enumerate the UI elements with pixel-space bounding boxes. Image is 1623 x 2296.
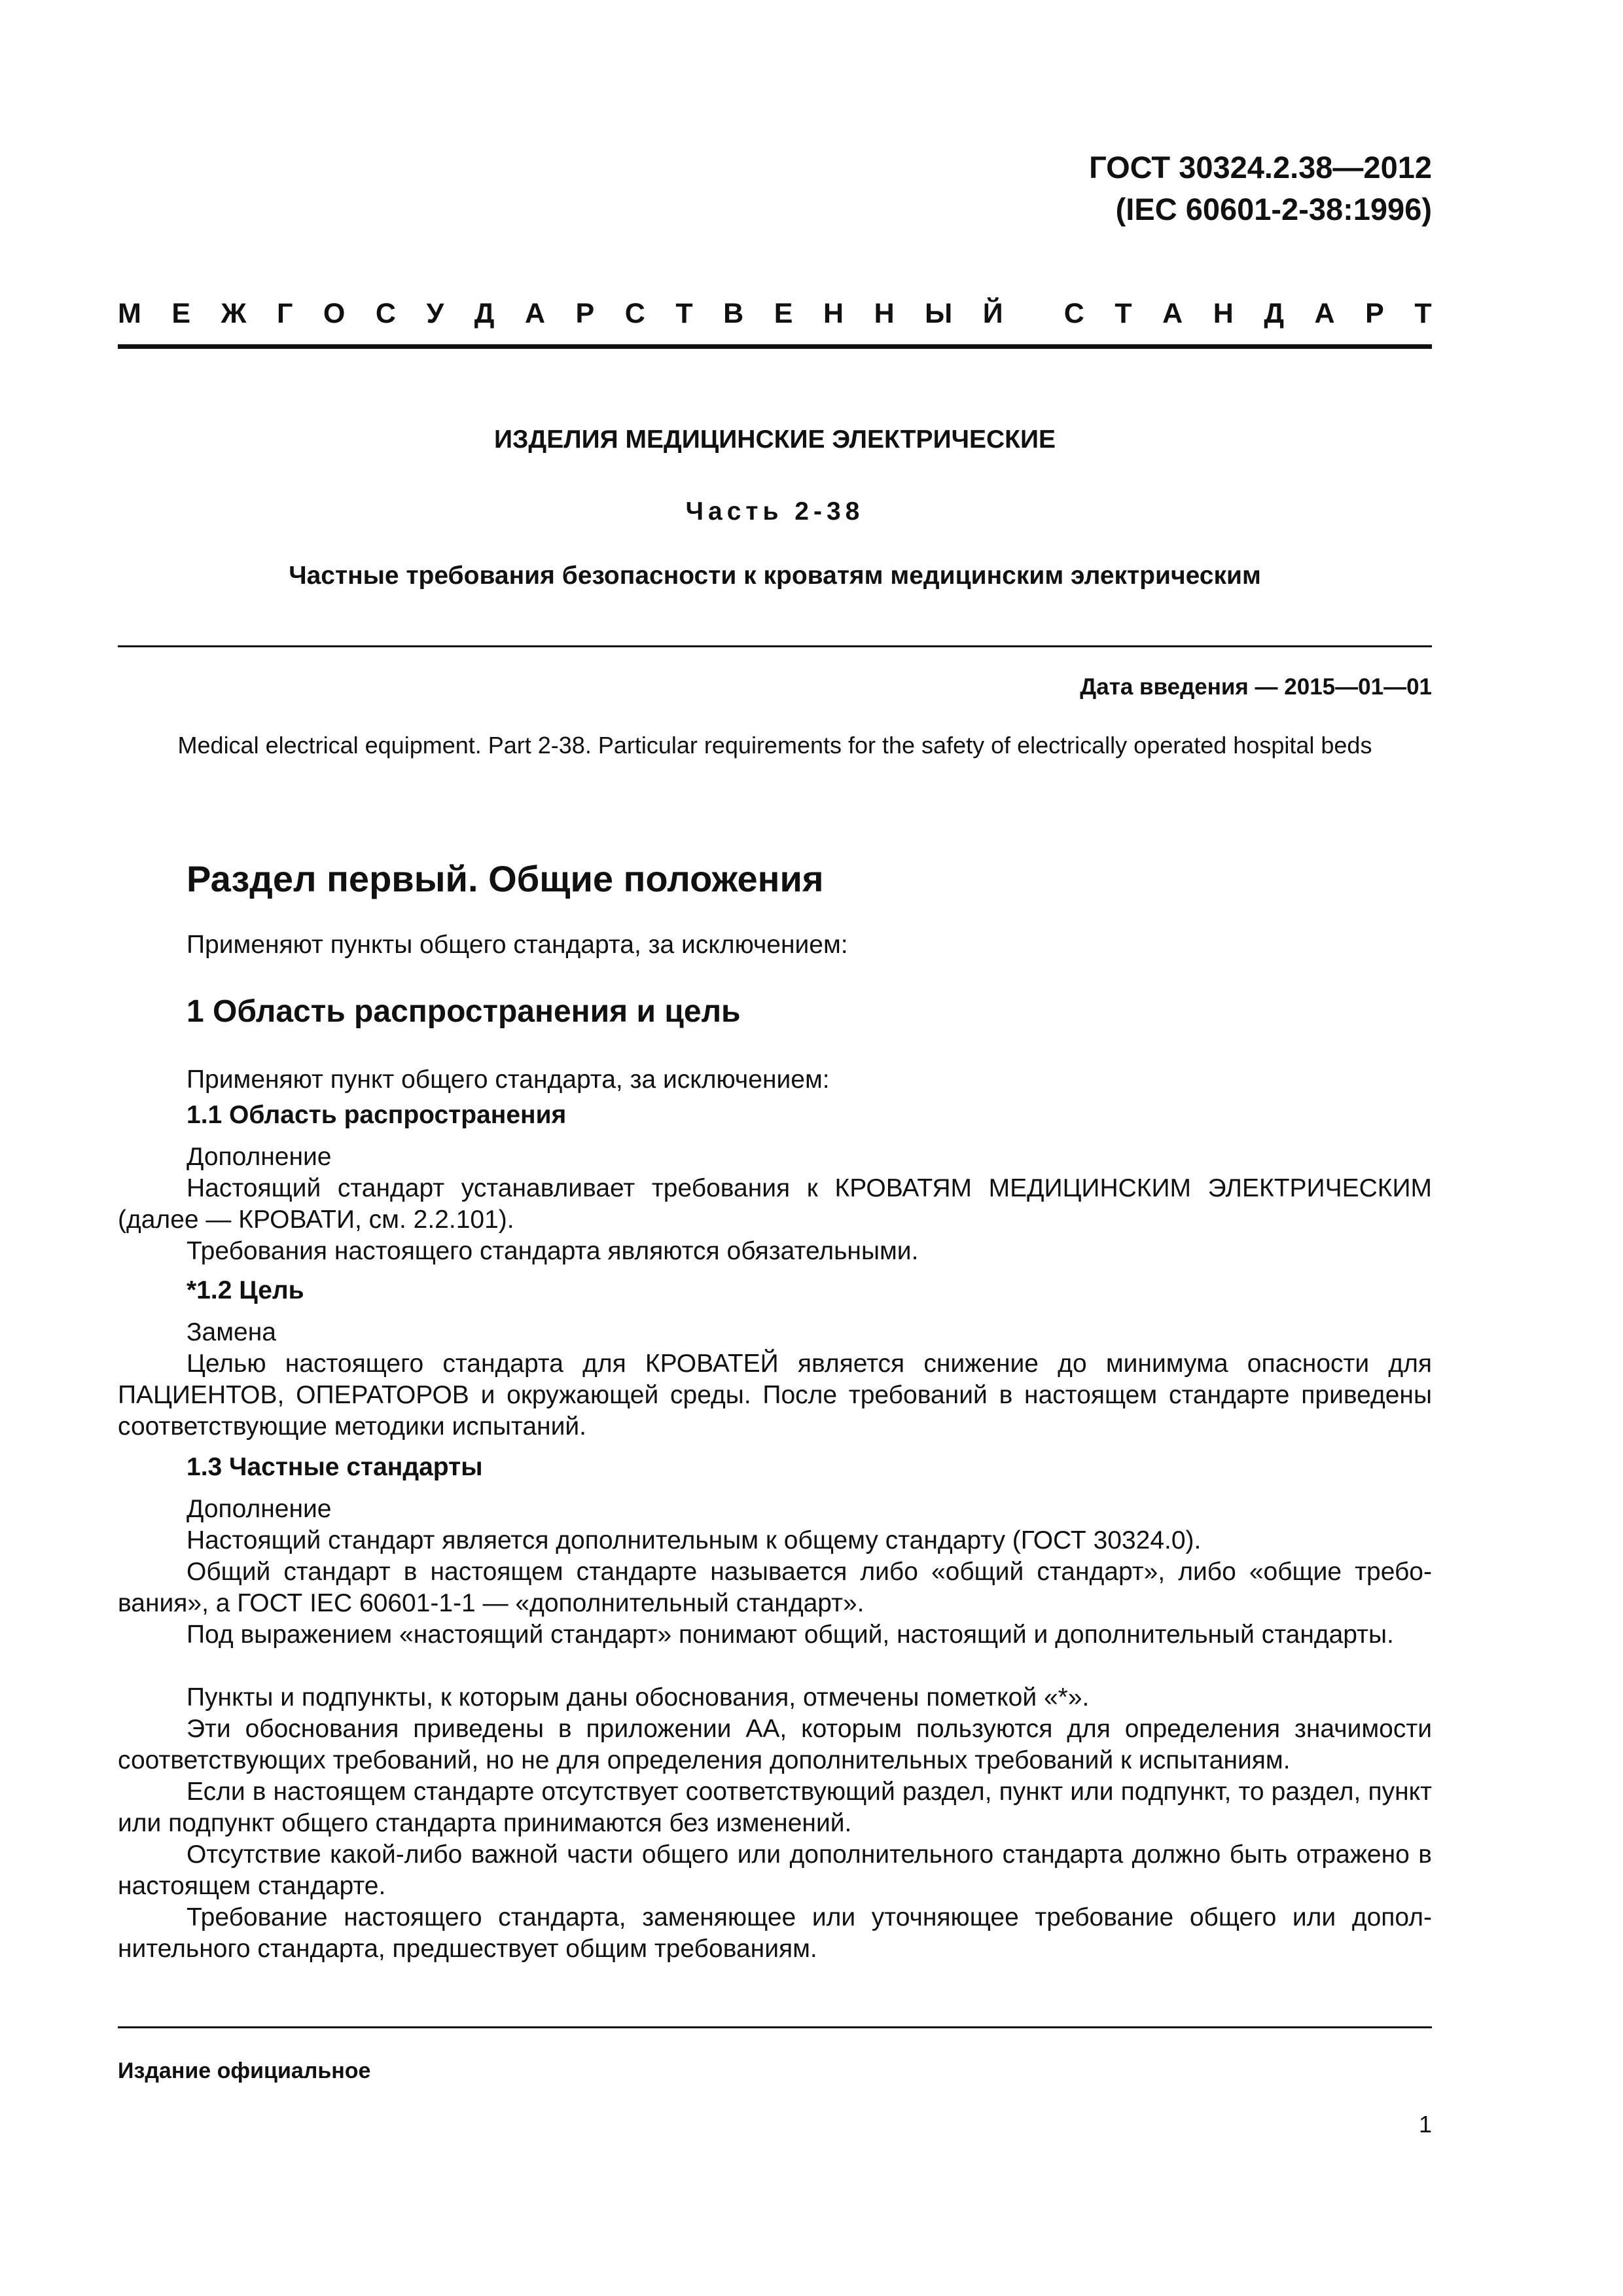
banner-letter: С bbox=[1063, 297, 1084, 329]
clause-1-3-label: Дополнение bbox=[187, 1495, 332, 1523]
clause-1-2-heading: *1.2 Цель bbox=[187, 1276, 304, 1304]
official-edition-label: Издание официальное bbox=[118, 2058, 371, 2083]
banner-letter: Ж bbox=[221, 297, 247, 329]
clause-1-3-paragraph: Общий стандарт в настоящем стандарте называется либо «общий стандарт», либо «общие требования», а ГОСТ IEC 60601-1-1 — «дополнительный стандарт». bbox=[118, 1558, 1432, 1617]
section-heading: Раздел первый. Общие положения bbox=[187, 858, 824, 899]
interstate-standard-banner bbox=[118, 293, 1432, 334]
banner-letter: Р bbox=[575, 297, 595, 329]
clause-1-3-heading: 1.3 Частные стандарты bbox=[187, 1453, 483, 1481]
clause-1-3-paragraph: Отсутствие какой-либо важной части общего или дополнительного стандарта должно быть отражено в настоящем стандарте. bbox=[118, 1840, 1432, 1900]
banner-letter: Ы bbox=[925, 297, 953, 329]
banner-letter: Г bbox=[276, 297, 293, 329]
clause-1-2-paragraph: Целью настоящего стандарта для КРОВАТЕЙ является снижение до минимума опасности для ПАЦИЕНТОВ, ОПЕРАТОРОВ и окружающей среды. После требований в настоящем стандарте приведены соответствующие методики испытаний. bbox=[118, 1350, 1432, 1441]
banner-letter: Н bbox=[874, 297, 895, 329]
footer-rule bbox=[118, 2026, 1432, 2028]
banner-letter: Т bbox=[1414, 297, 1432, 329]
banner-letter: Н bbox=[1213, 297, 1234, 329]
document-title: ИЗДЕЛИЯ МЕДИЦИНСКИЕ ЭЛЕКТРИЧЕСКИЕ bbox=[493, 425, 1056, 454]
clause-1-3-paragraph: Под выражением «настоящий стандарт» понимают общий, настоящий и дополнительный стандарты. bbox=[187, 1621, 1394, 1649]
clause-1-heading: 1 Область распространения и цель bbox=[187, 994, 741, 1029]
document-header bbox=[1089, 147, 1432, 230]
banner-letter: У bbox=[426, 297, 444, 329]
english-title: Medical electrical equipment. Part 2-38. Particular requirements for the safety of electrically operated hospital beds bbox=[177, 732, 1372, 759]
clause-1-1-paragraph: Настоящий стандарт устанавливает требования к КРОВАТЯМ МЕДИЦИНСКИМ ЭЛЕКТРИЧЕСКИМ (далее — КРОВАТИ, см. 2.2.101). bbox=[118, 1174, 1432, 1234]
banner-letter: С bbox=[375, 297, 396, 329]
iec-number: (IEC 60601-2-38:1996) bbox=[1115, 192, 1432, 226]
banner-letter: А bbox=[1314, 297, 1335, 329]
clause-1-3-paragraph: Пункты и подпункты, к которым даны обоснования, отмечены пометкой «*». bbox=[187, 1683, 1090, 1712]
banner-letter: Д bbox=[474, 297, 495, 329]
banner-letter: А bbox=[524, 297, 545, 329]
banner-letter: А bbox=[1162, 297, 1183, 329]
clause-1-2-label: Замена bbox=[187, 1318, 276, 1346]
part-label: Часть 2-38 bbox=[685, 497, 865, 526]
banner-letter: Р bbox=[1365, 297, 1384, 329]
banner-letter: Е bbox=[774, 297, 793, 329]
clause-1-3-paragraph: Требование настоящего стандарта, заменяющее или уточняющее требование общего или дополнительного стандарта, предшествует общим требованиям. bbox=[118, 1903, 1432, 1963]
banner-letter: С bbox=[624, 297, 645, 329]
title-rule bbox=[118, 645, 1432, 647]
section-intro: Применяют пункты общего стандарта, за исключением: bbox=[187, 931, 848, 959]
clause-1-1-label: Дополнение bbox=[187, 1143, 332, 1171]
banner-letter: Д bbox=[1264, 297, 1284, 329]
banner-letter: В bbox=[723, 297, 744, 329]
banner-letter: Т bbox=[1115, 297, 1132, 329]
clause-1-1-paragraph: Требования настоящего стандарта являются обязательными. bbox=[187, 1237, 919, 1265]
banner-letter: Е bbox=[171, 297, 191, 329]
introduction-date: Дата введения — 2015—01—01 bbox=[1080, 674, 1432, 700]
clause-1-3-paragraph: Эти обоснования приведены в приложении АА, которым пользуются для определения значимости соответствующих требований, но не для определения дополнительных требований к испытаниям. bbox=[118, 1715, 1432, 1774]
header-rule bbox=[118, 344, 1432, 349]
banner-letter: О bbox=[323, 297, 346, 329]
banner-letter: Т bbox=[675, 297, 693, 329]
document-subtitle: Частные требования безопасности к кроватям медицинским электрическим bbox=[289, 562, 1261, 590]
banner-letter: Й bbox=[982, 297, 1003, 329]
gost-number: ГОСТ 30324.2.38—2012 bbox=[1089, 150, 1432, 185]
clause-1-intro: Применяют пункт общего стандарта, за исключением: bbox=[187, 1066, 830, 1094]
clause-1-3-paragraph: Настоящий стандарт является дополнительным к общему стандарту (ГОСТ 30324.0). bbox=[187, 1526, 1202, 1554]
clause-1-3-paragraph: Если в настоящем стандарте отсутствует соответствующий раздел, пункт или подпункт, то раздел, пункт или подпункт общего стандарта принимаются без изменений. bbox=[118, 1778, 1432, 1837]
banner-letter: М bbox=[118, 297, 141, 329]
banner-letter: Н bbox=[823, 297, 844, 329]
page-number: 1 bbox=[1418, 2111, 1432, 2138]
clause-1-1-heading: 1.1 Область распространения bbox=[187, 1101, 567, 1129]
